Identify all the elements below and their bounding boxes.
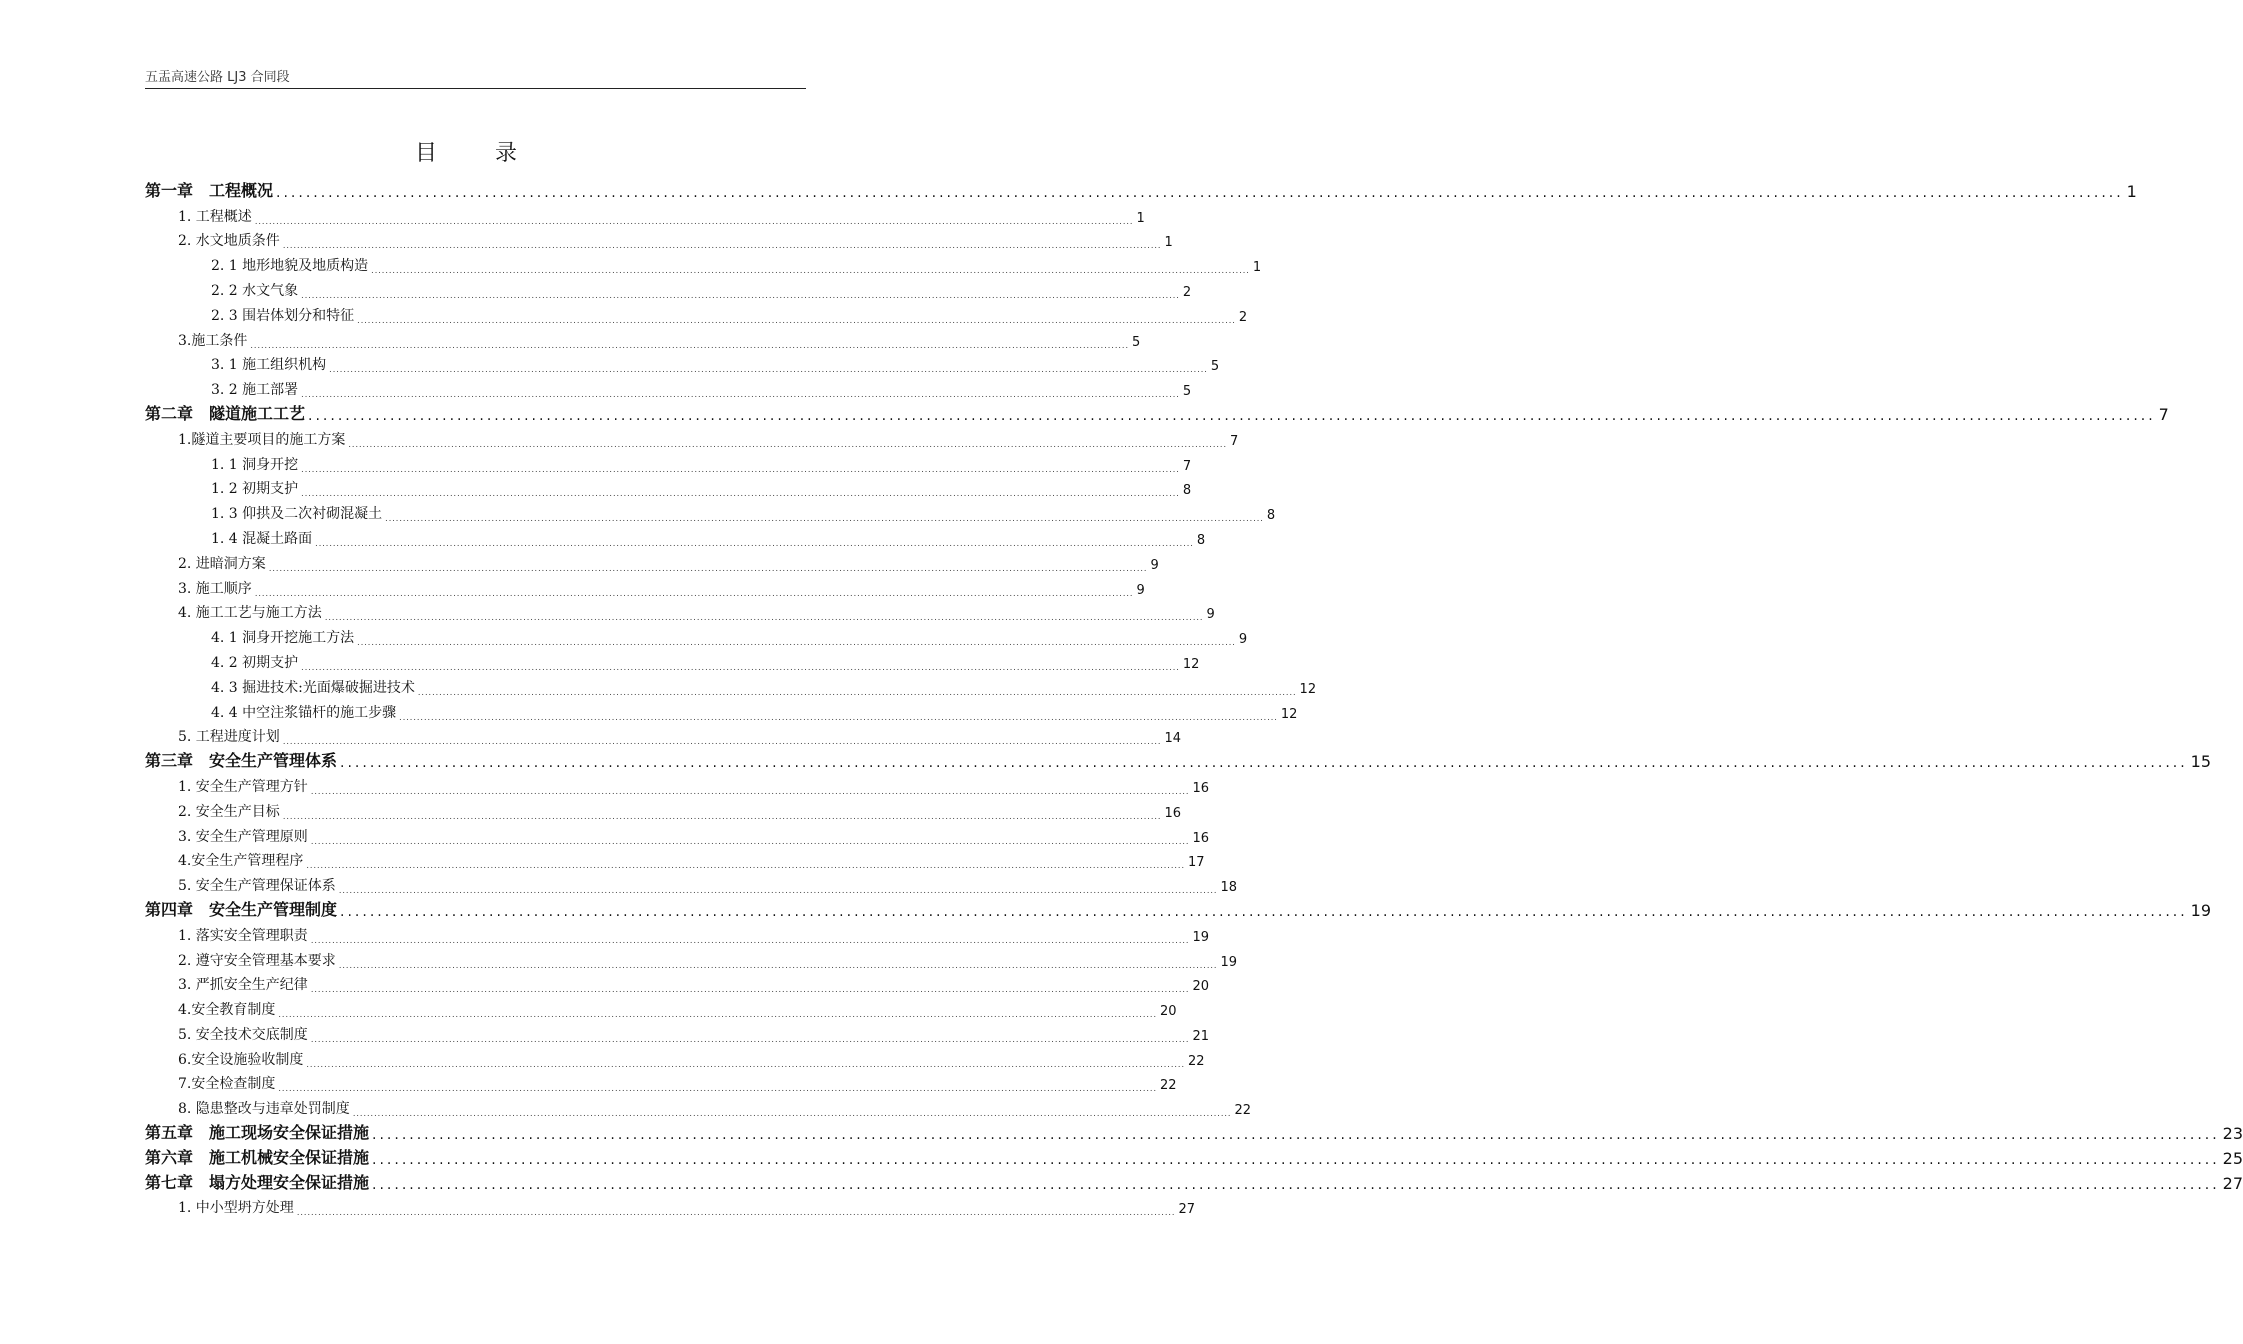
toc-entry-page: 16 — [1192, 780, 1210, 796]
toc-entry-label: 5. 安全技术交底制度 — [178, 1026, 308, 1043]
dot-leader: ........................................................................................................................................................................................................................................................ — [282, 811, 1162, 821]
toc-entry[interactable] — [145, 945, 1238, 970]
toc-entry-label: 8. 隐患整改与违章处罚制度 — [178, 1101, 350, 1118]
toc-entry[interactable] — [145, 821, 1210, 846]
toc-entry-label: 第二章 隧道施工工艺 — [145, 403, 306, 423]
toc-entry-page: 9 — [1206, 607, 1215, 623]
toc-entry[interactable] — [145, 325, 1141, 350]
toc-entry[interactable] — [145, 1044, 1205, 1069]
dot-leader: ........................................................................................................................................................................................................................................................ — [310, 985, 1190, 995]
toc-entry-page: 23 — [2222, 1124, 2243, 1144]
dot-leader: ........................................................................................................................................................................................................................................................ — [310, 786, 1190, 796]
toc-entry-page: 15 — [2190, 752, 2212, 772]
toc-entry[interactable] — [145, 350, 1220, 375]
page-header — [145, 64, 806, 89]
toc-entry-label: 4. 1 洞身开挖施工方法 — [211, 630, 355, 647]
toc-entry[interactable] — [145, 771, 1210, 796]
toc-entry-label: 4.安全教育制度 — [178, 1002, 276, 1019]
toc-entry-page: 5 — [1210, 359, 1220, 375]
toc-entry[interactable] — [145, 870, 1238, 896]
dot-leader: ........................................................................................................................................................................................................................................................ — [357, 315, 1236, 325]
toc-entry[interactable] — [145, 846, 1205, 871]
toc-entry[interactable] — [145, 300, 1248, 325]
toc-entry-label: 2. 水文地质条件 — [178, 233, 280, 250]
dot-leader: ........................................................................................................................................................................................................................................................ — [282, 737, 1162, 747]
toc-entry-page: 20 — [1160, 1004, 1177, 1020]
toc-entry[interactable] — [145, 1093, 1252, 1119]
toc-entry[interactable] — [145, 424, 1239, 449]
toc-entry-page: 27 — [1178, 1202, 1196, 1218]
toc-entry[interactable] — [145, 672, 1317, 697]
toc-entry[interactable] — [145, 548, 1159, 573]
toc-entry-label: 2. 2 水文气象 — [211, 282, 299, 299]
toc-entry-page: 19 — [1220, 954, 1238, 970]
toc-entry-page: 9 — [1238, 632, 1248, 648]
toc-entry-label: 3. 施工顺序 — [178, 580, 252, 597]
toc-entry-page: 12 — [1280, 706, 1298, 722]
toc-entry[interactable] — [145, 920, 1210, 945]
toc-entry-label: 3. 严抓安全生产纪律 — [178, 977, 308, 994]
toc-entry-label: 2. 安全生产目标 — [178, 803, 280, 820]
toc-entry-page: 19 — [2190, 900, 2212, 920]
toc-entry-page: 22 — [1234, 1103, 1252, 1119]
dot-leader: ........................................................................................................................................................................................................................................................ — [340, 755, 2188, 772]
dot-leader: ........................................................................................................................................................................................................................................................ — [352, 1109, 1232, 1119]
toc-entry-page: 9 — [1136, 582, 1145, 598]
toc-entry-label: 1. 中小型坍方处理 — [178, 1200, 294, 1217]
toc-entry[interactable] — [145, 722, 1182, 747]
toc-entry[interactable] — [145, 598, 1215, 623]
toc-entry-label: 5. 安全生产管理保证体系 — [178, 878, 336, 895]
toc-entry-label: 第六章 施工机械安全保证措施 — [145, 1147, 370, 1167]
dot-leader: ........................................................................................................................................................................................................................................................ — [301, 390, 1180, 400]
toc-entry[interactable] — [145, 970, 1210, 995]
toc-entry-page: 25 — [2222, 1148, 2243, 1168]
toc-entry-label: 2. 3 围岩体划分和特征 — [211, 307, 355, 324]
toc-entry-label: 4. 4 中空注浆锚杆的施工步骤 — [211, 704, 397, 721]
toc-entry-label: 4. 2 初期支护 — [211, 654, 299, 671]
toc-entry[interactable] — [145, 201, 1145, 226]
toc-entry-page: 7 — [2158, 404, 2169, 424]
dot-leader: ........................................................................................................................................................................................................................................................ — [306, 1059, 1186, 1069]
toc-entry-label: 7.安全检查制度 — [178, 1076, 276, 1093]
toc-entry-label: 第一章 工程概况 — [145, 180, 274, 200]
toc-entry-page: 5 — [1132, 334, 1141, 350]
toc-entry-label: 第四章 安全生产管理制度 — [145, 899, 338, 919]
toc-entry-page: 1 — [1252, 260, 1262, 276]
toc-entry-page: 1 — [1136, 210, 1145, 226]
dot-leader: ........................................................................................................................................................................................................................................................ — [417, 687, 1297, 697]
dot-leader: ........................................................................................................................................................................................................................................................ — [338, 960, 1218, 970]
dot-leader: ........................................................................................................................................................................................................................................................ — [301, 464, 1180, 474]
toc-entry-page: 27 — [2222, 1173, 2243, 1193]
toc-entry[interactable] — [145, 449, 1192, 474]
toc-entry-page: 22 — [1188, 1053, 1205, 1069]
toc-entry[interactable] — [145, 250, 1262, 276]
toc-entry-page: 8 — [1182, 483, 1192, 499]
toc-entry-page: 17 — [1188, 855, 1205, 871]
toc-entry[interactable] — [145, 474, 1192, 499]
dot-leader: ........................................................................................................................................................................................................................................................ — [372, 1176, 2220, 1193]
toc-entry[interactable] — [145, 399, 2169, 424]
dot-leader: ........................................................................................................................................................................................................................................................ — [338, 886, 1218, 896]
toc-entry[interactable] — [145, 176, 2137, 201]
toc-entry-label: 第三章 安全生产管理体系 — [145, 751, 338, 771]
toc-entry[interactable] — [145, 1193, 1196, 1218]
toc-entry-page: 7 — [1182, 458, 1192, 474]
toc-entry[interactable] — [145, 796, 1182, 821]
dot-leader: ........................................................................................................................................................................................................................................................ — [301, 662, 1180, 672]
toc-entry-page: 12 — [1182, 656, 1200, 672]
toc-entry-label: 4.安全生产管理程序 — [178, 853, 304, 870]
toc-entry-label: 5. 工程进度计划 — [178, 729, 280, 746]
dot-leader: ........................................................................................................................................................................................................................................................ — [254, 216, 1134, 226]
dot-leader: ........................................................................................................................................................................................................................................................ — [308, 407, 2156, 424]
toc-entry-page: 20 — [1192, 979, 1210, 995]
dot-leader: ........................................................................................................................................................................................................................................................ — [385, 514, 1264, 524]
toc-entry-page: 12 — [1299, 681, 1317, 697]
dot-leader: ........................................................................................................................................................................................................................................................ — [306, 861, 1186, 871]
toc-entry[interactable] — [145, 573, 1145, 598]
toc-entry-label: 3. 安全生产管理原则 — [178, 828, 308, 845]
toc-entry[interactable] — [145, 1069, 1177, 1094]
toc-entry[interactable] — [145, 1019, 1210, 1044]
toc-entry[interactable] — [145, 226, 1173, 251]
toc-entry-page: 22 — [1160, 1078, 1177, 1094]
dot-leader: ........................................................................................................................................................................................................................................................ — [278, 1010, 1158, 1020]
toc-entry-page: 18 — [1220, 880, 1238, 896]
toc-entry-label: 4. 3 掘进技术:光面爆破掘进技术 — [211, 679, 415, 696]
toc-entry-label: 1. 3 仰拱及二次衬砌混凝土 — [211, 506, 383, 523]
toc-entry-page: 16 — [1192, 830, 1210, 846]
toc-entry-page: 1 — [1164, 235, 1173, 251]
toc-entry-page: 8 — [1266, 508, 1276, 524]
dot-leader: ........................................................................................................................................................................................................................................................ — [276, 184, 2124, 201]
toc-entry-page: 2 — [1182, 284, 1192, 300]
toc-entry-label: 3. 2 施工部署 — [211, 382, 299, 399]
toc-entry-label: 1. 4 混凝土路面 — [211, 530, 313, 547]
toc-entry-label: 1. 落实安全管理职责 — [178, 927, 308, 944]
toc-entry-page: 9 — [1150, 557, 1159, 573]
toc-entry-label: 2. 遵守安全管理基本要求 — [178, 952, 336, 969]
toc-entry-label: 1. 2 初期支护 — [211, 481, 299, 498]
dot-leader: ........................................................................................................................................................................................................................................................ — [372, 1151, 2220, 1168]
dot-leader: ........................................................................................................................................................................................................................................................ — [296, 1208, 1176, 1218]
toc-title: 目 录 — [414, 141, 535, 166]
dot-leader: ........................................................................................................................................................................................................................................................ — [329, 365, 1208, 375]
toc-entry[interactable] — [145, 523, 1206, 548]
dot-leader: ........................................................................................................................................................................................................................................................ — [301, 290, 1180, 300]
toc-entry-label: 1. 安全生产管理方针 — [178, 778, 308, 795]
toc-entry-label: 2. 1 地形地貌及地质构造 — [211, 258, 369, 275]
toc-entry[interactable] — [145, 697, 1298, 722]
dot-leader: ........................................................................................................................................................................................................................................................ — [399, 712, 1278, 722]
dot-leader: ........................................................................................................................................................................................................................................................ — [310, 836, 1190, 846]
toc-entry[interactable] — [145, 746, 2212, 772]
toc-entry[interactable] — [145, 1118, 2243, 1144]
toc-entry-page: 7 — [1230, 433, 1239, 449]
toc-entry-page: 1 — [2126, 181, 2137, 201]
toc-entry-label: 3.施工条件 — [178, 332, 248, 349]
toc-entry[interactable] — [145, 498, 1276, 524]
dot-leader: ........................................................................................................................................................................................................................................................ — [340, 903, 2188, 920]
toc-entry-page: 2 — [1238, 309, 1248, 325]
toc-entry-page: 14 — [1164, 731, 1182, 747]
dot-leader: ........................................................................................................................................................................................................................................................ — [254, 588, 1134, 598]
toc-entry-label: 第五章 施工现场安全保证措施 — [145, 1123, 370, 1143]
toc-entry[interactable] — [145, 994, 1177, 1020]
dot-leader: ........................................................................................................................................................................................................................................................ — [324, 613, 1204, 623]
toc-entry[interactable] — [145, 1168, 2243, 1193]
toc-entry-page: 16 — [1164, 805, 1182, 821]
toc-entry[interactable] — [145, 622, 1248, 648]
toc-entry[interactable] — [145, 647, 1200, 672]
dot-leader: ........................................................................................................................................................................................................................................................ — [315, 538, 1194, 548]
toc-entry[interactable] — [145, 895, 2212, 920]
toc-entry-page: 5 — [1182, 384, 1192, 400]
header-text: 五盂高速公路 LJ3 合同段 — [145, 70, 290, 85]
toc-entry-label: 1.隧道主要项目的施工方案 — [178, 431, 346, 448]
toc-entry[interactable] — [145, 1143, 2243, 1168]
dot-leader: ........................................................................................................................................................................................................................................................ — [371, 266, 1250, 276]
dot-leader: ........................................................................................................................................................................................................................................................ — [301, 489, 1180, 499]
dot-leader: ........................................................................................................................................................................................................................................................ — [250, 340, 1130, 350]
dot-leader: ........................................................................................................................................................................................................................................................ — [278, 1084, 1158, 1094]
toc-entry-label: 4. 施工工艺与施工方法 — [178, 605, 322, 622]
toc-entry-label: 第七章 塌方处理安全保证措施 — [145, 1172, 370, 1192]
table-of-contents — [145, 176, 2243, 1218]
toc-entry[interactable] — [145, 374, 1192, 400]
toc-entry-label: 1. 1 洞身开挖 — [211, 456, 299, 473]
toc-entry-label: 6.安全设施验收制度 — [178, 1051, 304, 1068]
dot-leader: ........................................................................................................................................................................................................................................................ — [310, 1034, 1190, 1044]
dot-leader: ........................................................................................................................................................................................................................................................ — [357, 638, 1236, 648]
dot-leader: ........................................................................................................................................................................................................................................................ — [372, 1127, 2220, 1144]
dot-leader: ........................................................................................................................................................................................................................................................ — [268, 563, 1148, 573]
toc-entry-label: 3. 1 施工组织机构 — [211, 357, 327, 374]
toc-entry-page: 21 — [1192, 1028, 1210, 1044]
toc-entry-page: 19 — [1192, 929, 1210, 945]
dot-leader: ........................................................................................................................................................................................................................................................ — [310, 935, 1190, 945]
dot-leader: ........................................................................................................................................................................................................................................................ — [348, 439, 1228, 449]
dot-leader: ........................................................................................................................................................................................................................................................ — [282, 241, 1162, 251]
toc-entry-page: 8 — [1196, 532, 1206, 548]
toc-entry-label: 1. 工程概述 — [178, 208, 252, 225]
toc-entry[interactable] — [145, 275, 1192, 300]
toc-entry-label: 2. 进暗洞方案 — [178, 555, 266, 572]
